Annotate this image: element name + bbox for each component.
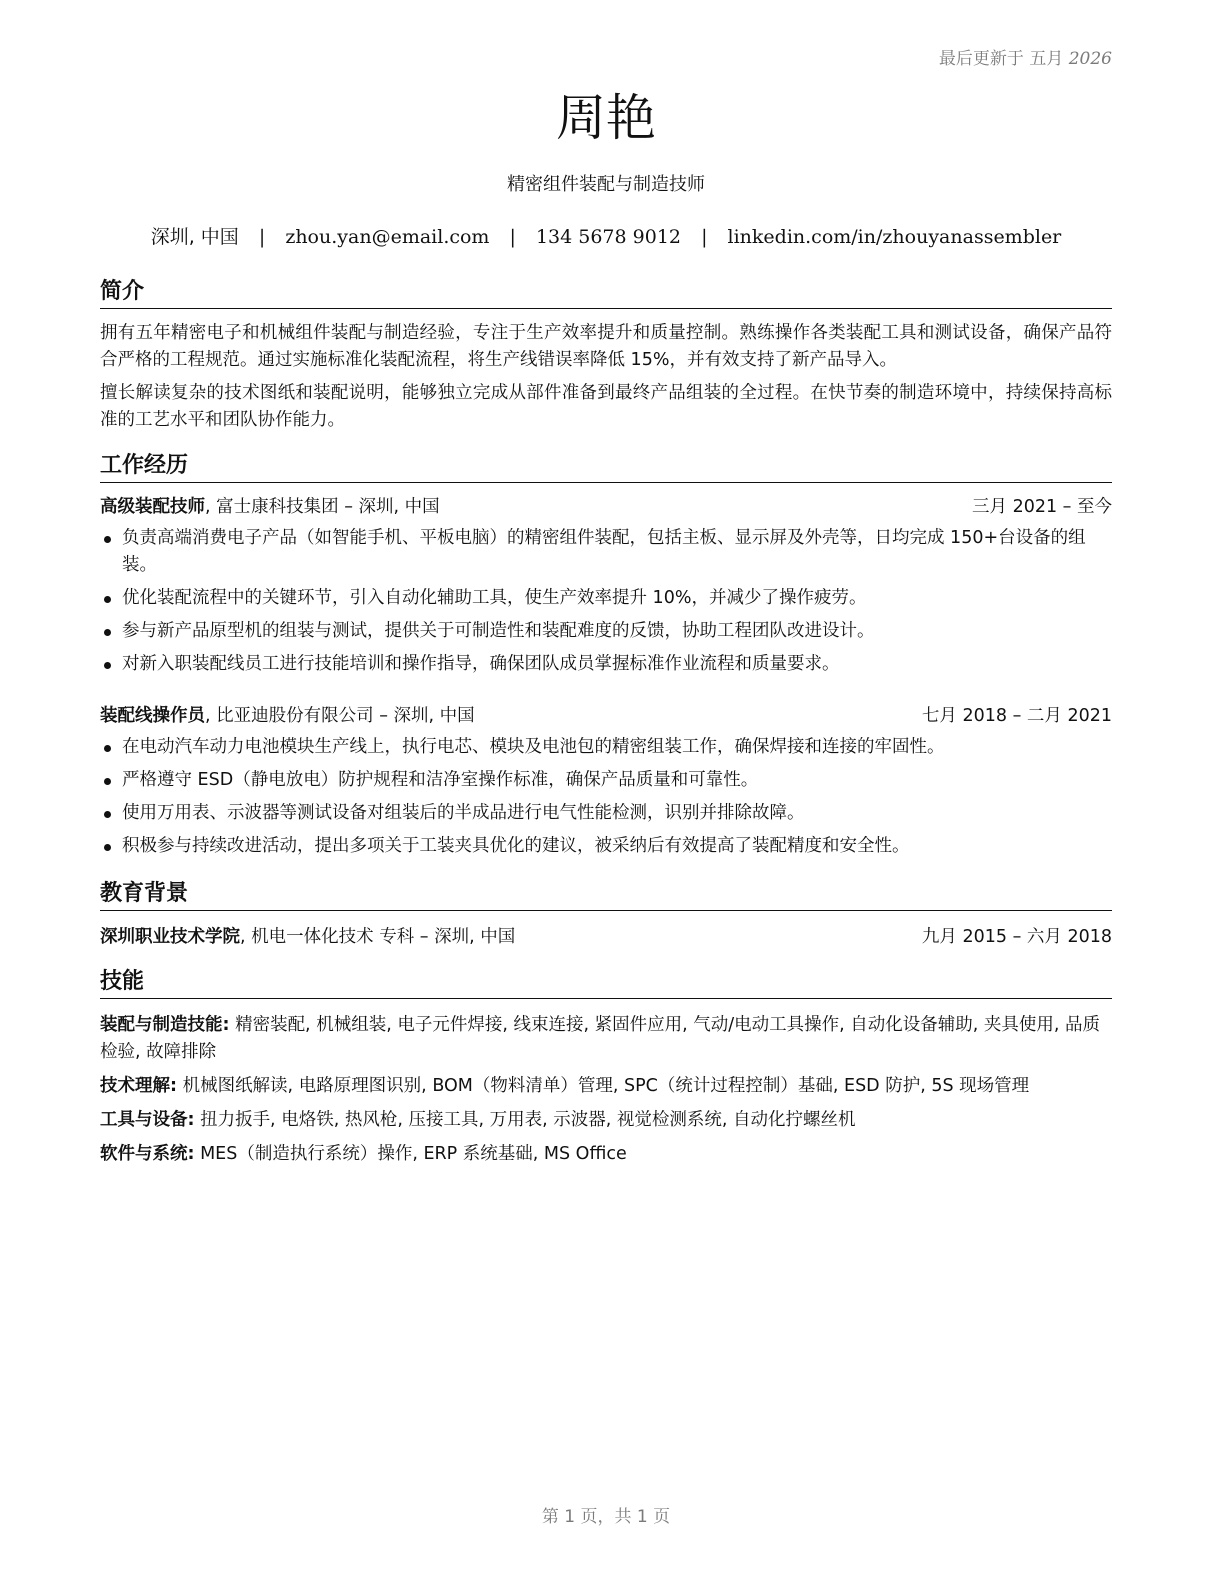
job-bullet: 严格遵守 ESD（静电放电）防护规程和洁净室操作标准，确保产品质量和可靠性。	[100, 767, 1112, 794]
bullet-dot-icon	[104, 844, 111, 851]
education-header	[100, 924, 1112, 951]
contact-separator: |	[258, 226, 266, 248]
summary-section	[100, 320, 1112, 434]
skill-line	[100, 1012, 1112, 1066]
bullet-dot-icon	[104, 629, 111, 636]
job-bullet: 对新入职装配线员工进行技能培训和操作指导，确保团队成员掌握标准作业流程和质量要求。	[100, 651, 1112, 678]
job-role: 装配线操作员	[100, 706, 205, 726]
education-school: 深圳职业技术学院	[100, 927, 240, 947]
job-entry	[100, 703, 1112, 866]
bullet-dot-icon	[104, 536, 111, 543]
last-updated	[939, 44, 1112, 69]
job-company: , 富士康科技集团 – 深圳, 中国	[205, 497, 440, 517]
skill-line	[100, 1141, 1112, 1168]
education-detail: , 机电一体化技术 专科 – 深圳, 中国	[240, 927, 516, 947]
skill-value: 机械图纸解读, 电路原理图识别, BOM（物料清单）管理, SPC（统计过程控制）基础, ESD 防护, 5S 现场管理	[177, 1076, 1030, 1096]
job-entry	[100, 494, 1112, 684]
job-bullet: 负责高端消费电子产品（如智能手机、平板电脑）的精密组件装配，包括主板、显示屏及外壳等，日均完成 150+台设备的组装。	[100, 525, 1112, 579]
skill-label: 技术理解:	[100, 1076, 177, 1096]
skill-value: 精密装配, 机械组装, 电子元件焊接, 线束连接, 紧固件应用, 气动/电动工具操作, 自动化设备辅助, 夹具使用, 品质检验, 故障排除	[100, 1015, 1100, 1062]
candidate-headline: 精密组件装配与制造技师	[507, 174, 705, 195]
job-company: , 比亚迪股份有限公司 – 深圳, 中国	[205, 706, 475, 726]
page-number-footer: 第 1 页，共 1 页	[541, 1507, 671, 1527]
skill-label: 软件与系统:	[100, 1144, 195, 1164]
job-bullet: 使用万用表、示波器等测试设备对组装后的半成品进行电气性能检测，识别并排除故障。	[100, 800, 1112, 827]
section-title-experience: 工作经历	[100, 452, 1112, 483]
job-bullets	[100, 525, 1112, 678]
skills-section	[100, 1012, 1112, 1175]
last-updated-year: 2026	[1068, 49, 1112, 69]
job-bullets	[100, 734, 1112, 860]
education-entry	[100, 924, 1112, 951]
job-bullet: 参与新产品原型机的组装与测试，提供关于可制造性和装配难度的反馈，协助工程团队改进设计。	[100, 618, 1112, 645]
job-bullet: 优化装配流程中的关键环节，引入自动化辅助工具，使生产效率提升 10%，并减少了操作疲劳。	[100, 585, 1112, 612]
job-header	[100, 494, 1112, 521]
bullet-dot-icon	[104, 745, 111, 752]
contact-location: 深圳, 中国	[150, 226, 239, 248]
section-title-skills: 技能	[100, 968, 1112, 999]
skill-value: MES（制造执行系统）操作, ERP 系统基础, MS Office	[194, 1144, 627, 1164]
job-role: 高级装配技师	[100, 497, 205, 517]
bullet-dot-icon	[104, 596, 111, 603]
contact-separator: |	[701, 226, 708, 248]
job-dates: 七月 2018 – 二月 2021	[921, 706, 1112, 726]
job-dates: 三月 2021 – 至今	[972, 497, 1112, 517]
job-bullet: 积极参与持续改进活动，提出多项关于工装夹具优化的建议，被采纳后有效提高了装配精度和安全性。	[100, 833, 1112, 860]
skill-label: 装配与制造技能:	[100, 1015, 230, 1035]
contact-email-link[interactable]: zhou.yan@email.com	[285, 226, 490, 248]
summary-paragraph: 拥有五年精密电子和机械组件装配与制造经验，专注于生产效率提升和质量控制。熟练操作各类装配工具和测试设备，确保产品符合严格的工程规范。通过实施标准化装配流程，将生产线错误率降低 15%，并有效支持了新产品导入。	[100, 323, 1112, 370]
skill-label: 工具与设备:	[100, 1110, 195, 1130]
skill-line	[100, 1073, 1112, 1100]
bullet-dot-icon	[104, 811, 111, 818]
contact-separator: |	[509, 226, 516, 248]
bullet-dot-icon	[104, 662, 111, 669]
last-updated-label: 最后更新于 五月	[938, 49, 1064, 69]
education-dates: 九月 2015 – 六月 2018	[921, 927, 1112, 947]
job-header	[100, 703, 1112, 730]
candidate-name: 周艳	[556, 89, 656, 147]
contact-line	[100, 224, 1112, 250]
skill-value: 扭力扳手, 电烙铁, 热风枪, 压接工具, 万用表, 示波器, 视觉检测系统, 自动化拧螺丝机	[194, 1110, 856, 1130]
summary-paragraph: 擅长解读复杂的技术图纸和装配说明，能够独立完成从部件准备到最终产品组装的全过程。在快节奏的制造环境中，持续保持高标准的工艺水平和团队协作能力。	[100, 383, 1112, 430]
skill-line	[100, 1107, 1112, 1134]
section-title-education: 教育背景	[100, 880, 1112, 911]
contact-phone: 134 5678 9012	[535, 226, 682, 248]
section-title-summary: 简介	[100, 278, 1112, 309]
resume-page	[100, 0, 1112, 1584]
job-bullet: 在电动汽车动力电池模块生产线上，执行电芯、模块及电池包的精密组装工作，确保焊接和连接的牢固性。	[100, 734, 1112, 761]
bullet-dot-icon	[104, 778, 111, 785]
contact-linkedin-link[interactable]: linkedin.com/in/zhouyanassembler	[727, 226, 1062, 248]
